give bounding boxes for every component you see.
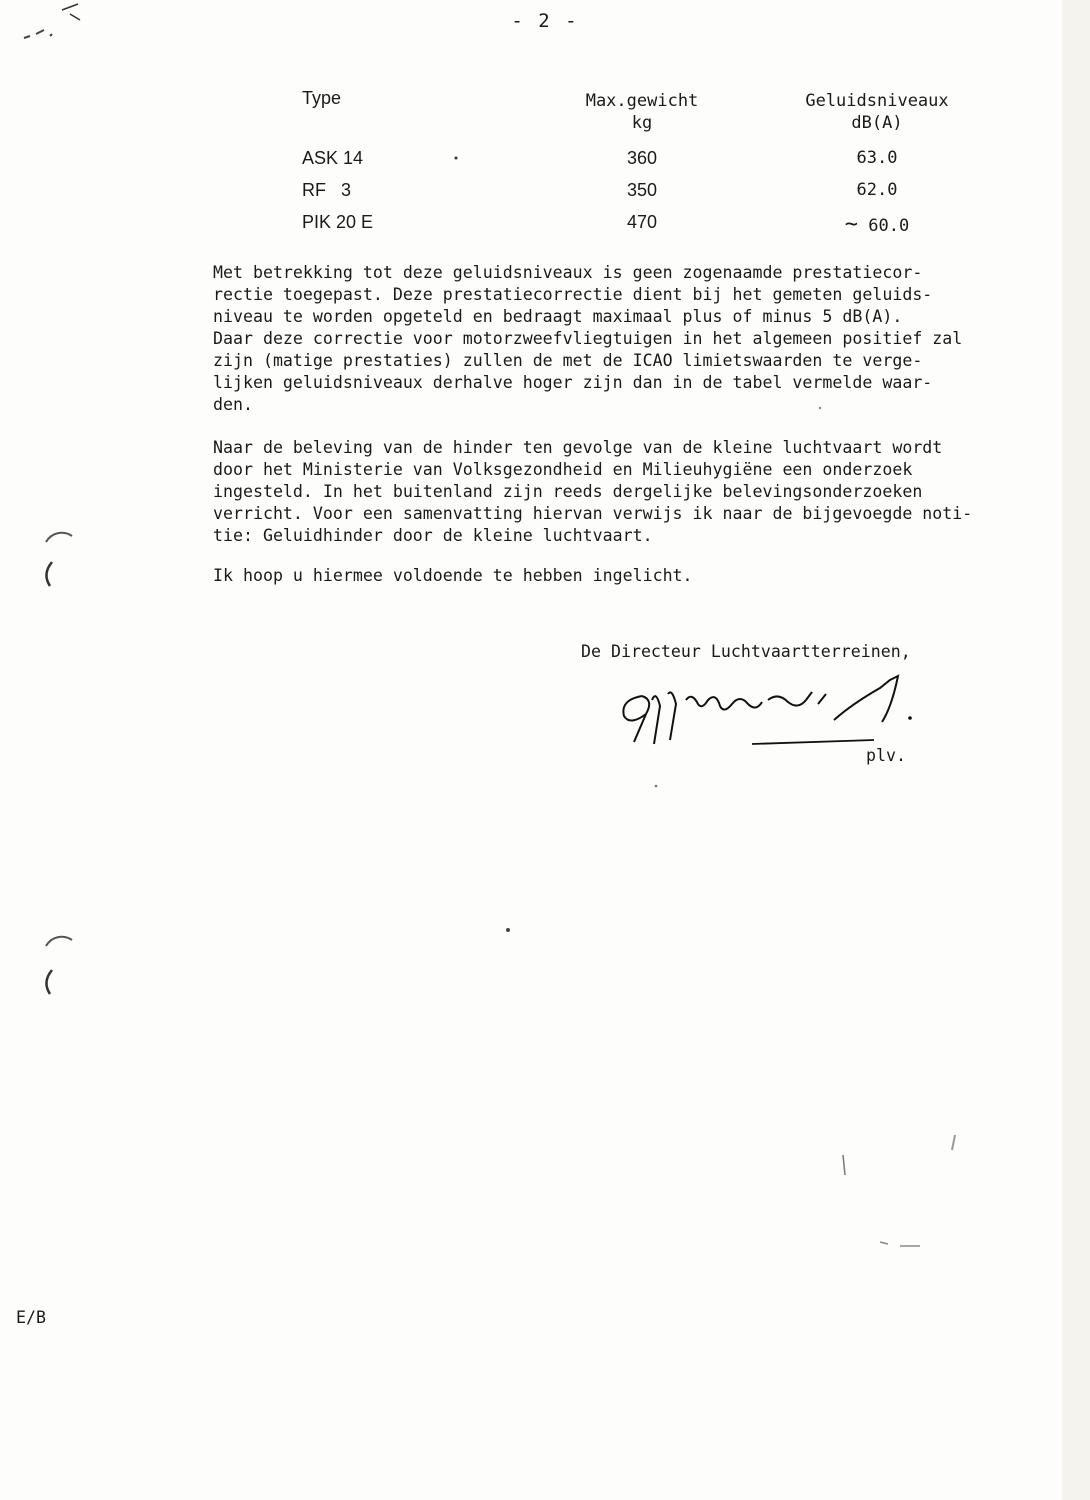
cell-noise (792, 180, 962, 200)
cell-type: RF 3 (302, 180, 352, 200)
cell-noise-value: 62.0 (856, 180, 898, 200)
table-header-row (302, 86, 962, 148)
paragraph-closing-remark: Ik hoop u hiermee voldoende te hebben ingelicht. (213, 566, 693, 585)
punch-hole-top (38, 522, 88, 592)
page-edge-shadow (1062, 0, 1090, 1500)
cell-weight: 360 (626, 148, 658, 168)
signatory-title: De Directeur Luchtvaartterreinen, (581, 642, 911, 661)
noise-level-table (302, 86, 962, 244)
signature-note: plv. (866, 746, 906, 765)
header-type: Type (302, 88, 342, 108)
header-max-weight: Max.gewicht kg (585, 91, 699, 133)
cell-noise (792, 148, 962, 168)
table-row (302, 212, 962, 244)
page-number: - 2 - (511, 10, 579, 32)
cell-type: PIK 20 E (302, 212, 374, 232)
cell-noise-value: 63.0 (856, 148, 898, 168)
cell-weight: 470 (626, 212, 658, 232)
paragraph-nuisance-study: Naar de beleving van de hinder ten gevolge van de kleine luchtvaart wordt door het Ministerie van Volksgezondheid en Milieuhygiëne een onderzoek ingesteld. In het buitenland zijn reeds dergelijke belevingsonderzoeken verricht. Voor een samenvatting hiervan verwijs ik naar de bijgevoegde noti- tie: Geluidhinder door de kleine luchtvaart. (213, 438, 973, 545)
cell-noise (792, 212, 962, 237)
cell-noise-value: 60.0 (868, 216, 910, 236)
cell-weight: 350 (626, 180, 658, 200)
cell-type: ASK 14 (302, 148, 364, 168)
table-row (302, 180, 962, 212)
punch-hole-bottom (38, 926, 88, 996)
paragraph-performance-correction: Met betrekking tot deze geluidsniveaux is geen zogenaamde prestatiecor- rectie toegepast. Deze prestatiecorrectie dient bij het gemeten geluids- niveau te worden opgeteld en bedraagt maximaal plus of minus 5 dB(A). Daar deze correctie voor motorzweefvliegtuigen in het algemeen positief zal zijn (matige prestaties) zullen de met de ICAO limietswaarden te verge- lijken geluidsniveaux derhalve hoger zijn dan in de tabel vermelde waar- den. (213, 263, 963, 414)
footer-code: E/B (16, 1308, 46, 1327)
approx-symbol: ~ (844, 212, 859, 237)
table-row (302, 148, 962, 180)
header-noise-level: Geluidsniveaux dB(A) (805, 91, 949, 133)
